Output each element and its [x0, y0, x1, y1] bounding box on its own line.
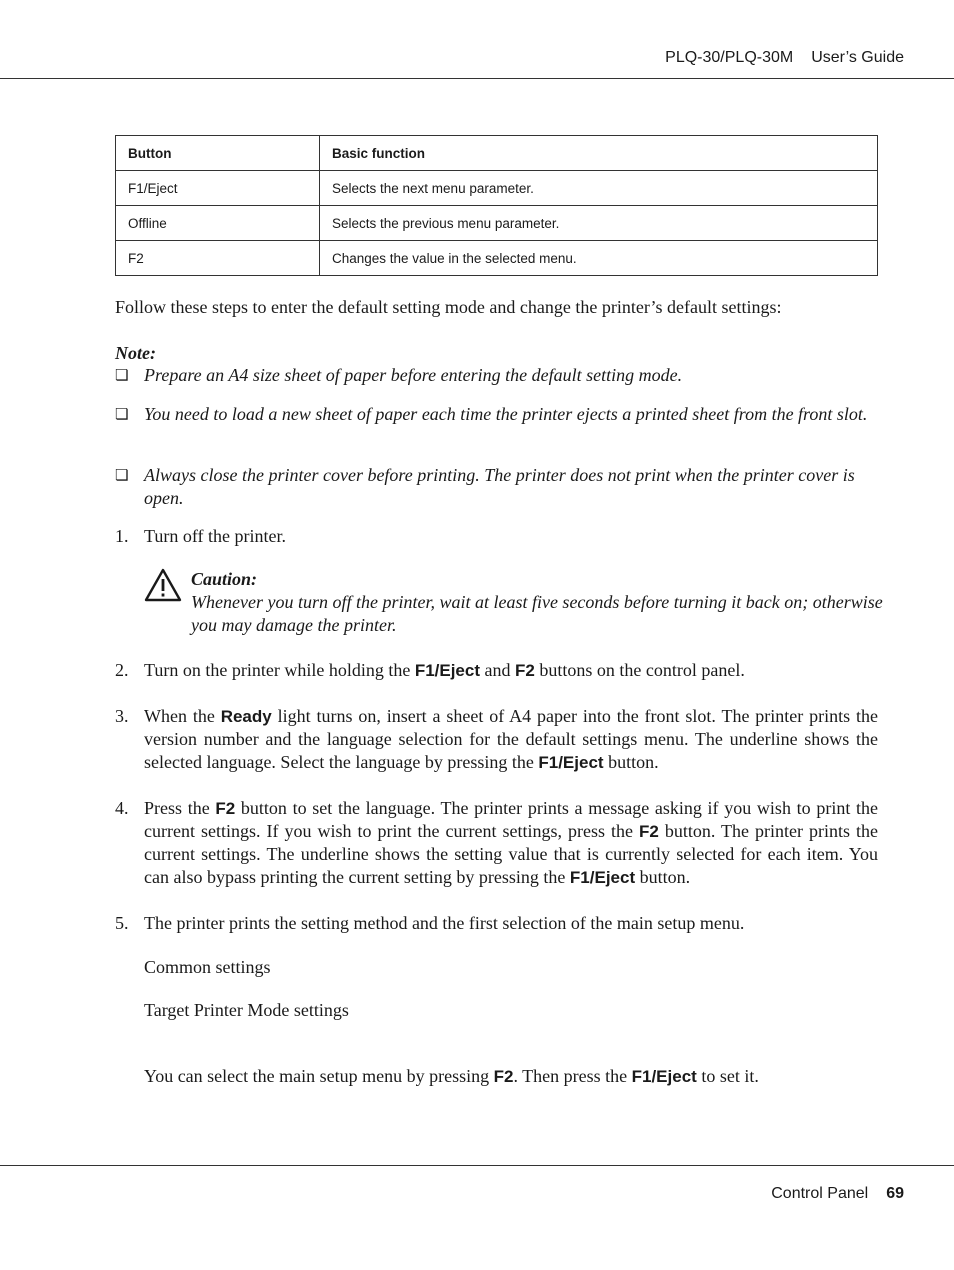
caution-text: Whenever you turn off the printer, wait at least five seconds before turning it back on; otherwise you may damage the printer.: [191, 592, 883, 635]
step-number: 1.: [115, 526, 129, 546]
button-name: F1/Eject: [631, 1067, 697, 1086]
button-function-table: [115, 135, 878, 276]
step-number: 3.: [115, 706, 129, 726]
table-header: Basic function: [320, 136, 878, 171]
page-header: [665, 49, 904, 67]
step-text: The printer prints the setting method and the first selection of the main setup menu.: [144, 913, 745, 933]
checkbox-bullet-icon: ❏: [115, 366, 129, 384]
note-item: [115, 464, 880, 509]
step-5: [115, 912, 878, 935]
step-text: Turn off the printer.: [144, 526, 286, 546]
button-name: F2: [638, 822, 659, 841]
table-header-row: [116, 136, 878, 171]
footer-section: Control Panel: [771, 1185, 869, 1202]
caution-label: Caution:: [191, 569, 258, 589]
table-row: [116, 241, 878, 276]
note-item-text: Always close the printer cover before printing. The printer does not print when the printer cover is open.: [144, 465, 855, 508]
button-name: F2: [215, 799, 236, 818]
step-text: Turn on the printer while holding the F1/Eject and F2 buttons on the control panel.: [144, 660, 745, 680]
light-name: Ready: [220, 707, 272, 726]
table-header: Button: [116, 136, 320, 171]
menu-item: Target Printer Mode settings: [144, 1000, 349, 1020]
step-number: 4.: [115, 798, 129, 818]
button-name: F1/Eject: [569, 868, 636, 887]
note-item-text: You need to load a new sheet of paper each time the printer ejects a printed sheet from the front slot.: [144, 404, 868, 424]
note-item: [115, 403, 880, 426]
table-cell: F2: [116, 241, 320, 276]
step-text: Press the F2 button to set the language. The printer prints a message asking if you wish to print the current settings. If you wish to print the current settings, press the F2 button. The printer prints the current settings. The underline shows the setting value that is currently selected for each item. You can also bypass printing the current setting by pressing the F1/Eject button.: [144, 798, 878, 887]
table-row: [116, 171, 878, 206]
step-2: [115, 659, 878, 682]
table-row: [116, 206, 878, 241]
header-product: PLQ-30/PLQ-30M: [665, 49, 794, 66]
table-cell: Selects the previous menu parameter.: [320, 206, 878, 241]
note-item: [115, 364, 880, 387]
step-1: [115, 525, 878, 548]
button-name: F2: [515, 661, 535, 680]
page-footer: [771, 1185, 904, 1203]
table-cell: Changes the value in the selected menu.: [320, 241, 878, 276]
header-guide: User’s Guide: [811, 49, 904, 66]
final-paragraph: You can select the main setup menu by pressing F2. Then press the F1/Eject to set it.: [144, 1066, 759, 1086]
page-number: 69: [886, 1185, 904, 1202]
step-4: [115, 797, 878, 889]
table-cell: F1/Eject: [116, 171, 320, 206]
checkbox-bullet-icon: ❏: [115, 466, 129, 484]
button-name: F1/Eject: [538, 753, 604, 772]
header-rule: [0, 78, 954, 79]
checkbox-bullet-icon: ❏: [115, 405, 129, 423]
footer-rule: [0, 1165, 954, 1166]
step-3: [115, 705, 878, 774]
table-cell: Selects the next menu parameter.: [320, 171, 878, 206]
button-name: F1/Eject: [414, 661, 481, 680]
note-label: Note:: [115, 343, 156, 363]
button-name: F2: [493, 1067, 514, 1086]
step-number: 5.: [115, 913, 129, 933]
step-number: 2.: [115, 660, 129, 680]
step-text: When the Ready light turns on, insert a sheet of A4 paper into the front slot. The printer prints the version number and the language selection for the default settings menu. The underline shows the selected language. Select the language by pressing the F1/Eject button.: [144, 706, 878, 772]
intro-paragraph: Follow these steps to enter the default setting mode and change the printer’s default settings:: [115, 297, 782, 317]
table-cell: Offline: [116, 206, 320, 241]
caution-box: [144, 568, 884, 637]
menu-item: Common settings: [144, 957, 271, 977]
note-item-text: Prepare an A4 size sheet of paper before entering the default setting mode.: [144, 365, 683, 385]
warning-triangle-icon: [144, 568, 182, 602]
